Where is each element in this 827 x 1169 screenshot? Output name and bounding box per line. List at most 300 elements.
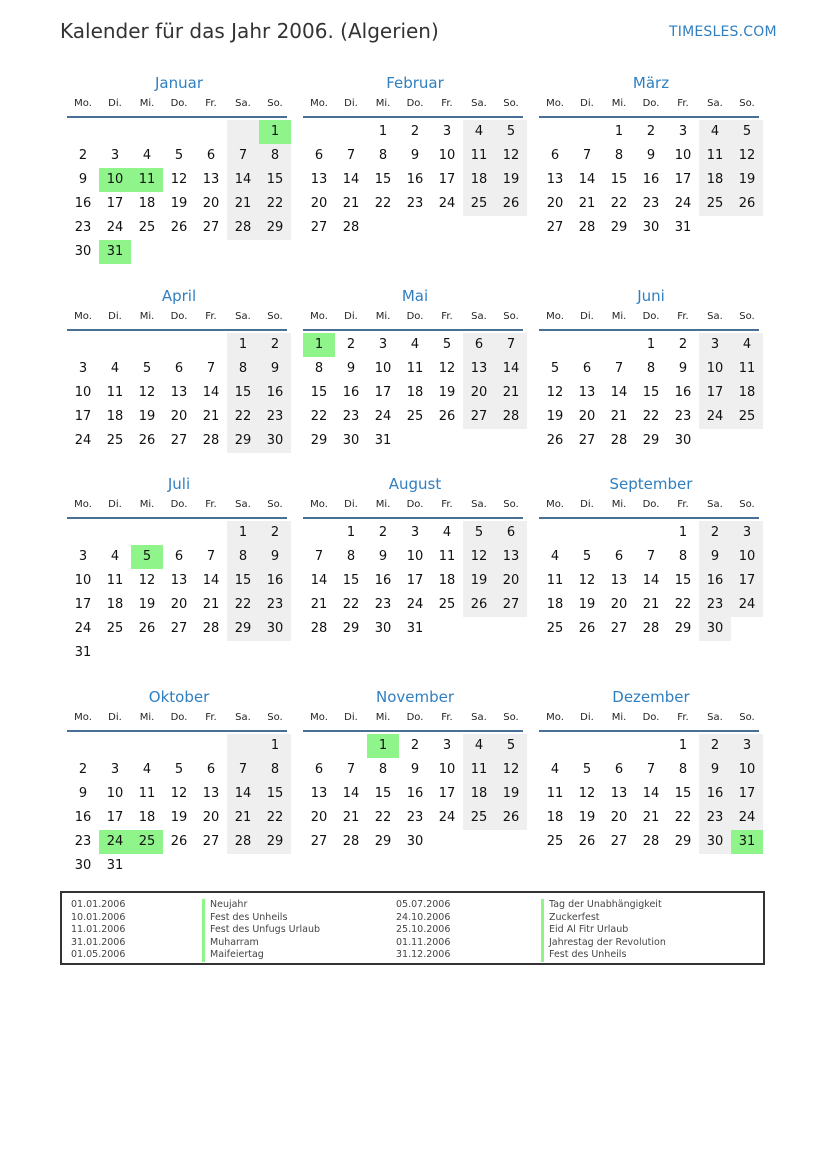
day-cell: 17 bbox=[699, 381, 731, 405]
month-divider bbox=[539, 116, 759, 118]
holiday-day-cell: 1 bbox=[367, 734, 399, 758]
day-cell: 29 bbox=[259, 216, 291, 240]
day-cell: 27 bbox=[546, 220, 564, 235]
day-cell: 30 bbox=[406, 834, 424, 849]
legend-holiday-name: Eid Al Fitr Urlaub bbox=[541, 924, 666, 937]
day-cell: 7 bbox=[206, 361, 216, 376]
weekday-label: Do. bbox=[642, 311, 660, 322]
day-cell: 7 bbox=[314, 549, 324, 564]
day-cell: 27 bbox=[495, 593, 527, 617]
weekday-label: Sa. bbox=[471, 98, 487, 109]
day-cell: 12 bbox=[170, 172, 188, 187]
month-august bbox=[303, 473, 527, 665]
day-cell: 1 bbox=[678, 525, 688, 540]
day-cell: 27 bbox=[310, 220, 328, 235]
day-cell: 18 bbox=[406, 385, 424, 400]
month-name: Mai bbox=[401, 287, 429, 305]
weekday-label: Fr. bbox=[677, 311, 689, 322]
day-cell: 14 bbox=[578, 172, 596, 187]
day-cell: 13 bbox=[610, 573, 628, 588]
day-cell: 21 bbox=[642, 810, 660, 825]
day-cell: 1 bbox=[346, 525, 356, 540]
day-cell: 9 bbox=[78, 786, 88, 801]
day-cell: 25 bbox=[406, 409, 424, 424]
day-cell: 3 bbox=[442, 738, 452, 753]
day-cell: 22 bbox=[374, 810, 392, 825]
weekday-label: Mi. bbox=[139, 98, 155, 109]
day-cell: 25 bbox=[106, 621, 124, 636]
day-cell: 19 bbox=[546, 409, 564, 424]
day-cell: 27 bbox=[578, 433, 596, 448]
month-april bbox=[67, 285, 291, 477]
day-cell: 20 bbox=[170, 409, 188, 424]
weekday-header bbox=[67, 95, 291, 113]
day-cell: 7 bbox=[646, 762, 656, 777]
month-divider bbox=[67, 517, 287, 519]
day-cell: 20 bbox=[495, 569, 527, 593]
day-cell: 11 bbox=[546, 573, 564, 588]
day-cell: 1 bbox=[614, 124, 624, 139]
day-cell: 21 bbox=[227, 806, 259, 830]
day-cell: 26 bbox=[138, 621, 156, 636]
weekday-label: Mi. bbox=[139, 311, 155, 322]
weekday-label: Do. bbox=[406, 499, 424, 510]
day-cell: 5 bbox=[582, 762, 592, 777]
month-februar bbox=[303, 72, 527, 264]
day-cell: 16 bbox=[406, 786, 424, 801]
day-cell: 13 bbox=[578, 385, 596, 400]
day-cell: 17 bbox=[74, 597, 92, 612]
legend-date: 24.10.2006 bbox=[396, 911, 451, 923]
day-cell: 9 bbox=[259, 357, 291, 381]
legend-date: 01.11.2006 bbox=[396, 936, 451, 948]
day-cell: 29 bbox=[642, 433, 660, 448]
day-cell: 12 bbox=[138, 573, 156, 588]
day-cell: 13 bbox=[170, 573, 188, 588]
day-cell: 29 bbox=[259, 830, 291, 854]
day-cell: 30 bbox=[259, 429, 291, 453]
weekday-label: Fr. bbox=[205, 712, 217, 723]
day-cell: 22 bbox=[259, 192, 291, 216]
day-cell: 10 bbox=[374, 361, 392, 376]
weekday-label: Sa. bbox=[235, 98, 251, 109]
day-cell: 28 bbox=[495, 405, 527, 429]
day-cell: 23 bbox=[374, 597, 392, 612]
day-cell: 3 bbox=[731, 521, 763, 545]
day-cell: 11 bbox=[463, 758, 495, 782]
weekday-label: Di. bbox=[344, 499, 358, 510]
day-cell: 26 bbox=[495, 806, 527, 830]
day-cell: 24 bbox=[74, 433, 92, 448]
month-name: September bbox=[609, 475, 693, 493]
day-cell: 25 bbox=[546, 834, 564, 849]
weekend-cell bbox=[227, 120, 259, 144]
day-cell: 11 bbox=[406, 361, 424, 376]
day-cell: 24 bbox=[374, 409, 392, 424]
day-cell: 14 bbox=[202, 573, 220, 588]
day-cell: 18 bbox=[106, 597, 124, 612]
weekday-label: Di. bbox=[344, 98, 358, 109]
month-september bbox=[539, 473, 763, 665]
weekday-header bbox=[303, 95, 527, 113]
day-cell: 3 bbox=[731, 734, 763, 758]
weekday-label: Mi. bbox=[611, 499, 627, 510]
day-cell: 14 bbox=[227, 168, 259, 192]
day-cell: 13 bbox=[202, 172, 220, 187]
day-cell: 8 bbox=[378, 762, 388, 777]
legend-holiday-name: Muharram bbox=[202, 937, 320, 950]
weekday-header bbox=[539, 95, 763, 113]
day-cell: 4 bbox=[699, 120, 731, 144]
weekday-label: Fr. bbox=[677, 499, 689, 510]
day-cell: 17 bbox=[438, 786, 456, 801]
legend-holiday-name: Fest des Unfugs Urlaub bbox=[202, 924, 320, 937]
day-cell: 20 bbox=[170, 597, 188, 612]
day-cell: 17 bbox=[731, 782, 763, 806]
weekday-label: Mo. bbox=[546, 311, 564, 322]
day-cell: 8 bbox=[259, 144, 291, 168]
day-cell: 23 bbox=[74, 220, 92, 235]
day-cell: 26 bbox=[138, 433, 156, 448]
day-cell: 22 bbox=[674, 597, 692, 612]
day-cell: 27 bbox=[310, 834, 328, 849]
day-cell: 13 bbox=[202, 786, 220, 801]
day-cell: 4 bbox=[110, 361, 120, 376]
day-cell: 19 bbox=[170, 196, 188, 211]
day-cell: 10 bbox=[106, 786, 124, 801]
holiday-day-cell: 31 bbox=[731, 830, 763, 854]
day-cell: 17 bbox=[674, 172, 692, 187]
day-cell: 18 bbox=[106, 409, 124, 424]
day-cell: 2 bbox=[410, 124, 420, 139]
weekday-label: Sa. bbox=[707, 98, 723, 109]
day-cell: 16 bbox=[699, 569, 731, 593]
day-cell: 3 bbox=[78, 549, 88, 564]
day-cell: 17 bbox=[106, 196, 124, 211]
month-name: August bbox=[388, 475, 442, 493]
day-cell: 26 bbox=[731, 192, 763, 216]
day-cell: 4 bbox=[550, 762, 560, 777]
day-cell: 6 bbox=[174, 549, 184, 564]
weekday-label: Mi. bbox=[611, 311, 627, 322]
day-cell: 12 bbox=[170, 786, 188, 801]
day-cell: 15 bbox=[610, 172, 628, 187]
day-cell: 4 bbox=[142, 762, 152, 777]
day-cell: 13 bbox=[610, 786, 628, 801]
legend-date: 11.01.2006 bbox=[71, 924, 126, 935]
day-cell: 14 bbox=[202, 385, 220, 400]
day-cell: 15 bbox=[642, 385, 660, 400]
day-cell: 17 bbox=[406, 573, 424, 588]
weekday-label: Mi. bbox=[139, 499, 155, 510]
day-cell: 29 bbox=[227, 429, 259, 453]
day-cell: 7 bbox=[346, 762, 356, 777]
day-cell: 8 bbox=[227, 545, 259, 569]
day-cell: 16 bbox=[342, 385, 360, 400]
weekday-label: Do. bbox=[170, 311, 188, 322]
month-name: März bbox=[632, 74, 670, 92]
holiday-day-cell: 25 bbox=[131, 830, 163, 854]
day-cell: 11 bbox=[463, 144, 495, 168]
day-cell: 11 bbox=[438, 549, 456, 564]
holiday-day-cell: 24 bbox=[99, 830, 131, 854]
day-cell: 21 bbox=[227, 192, 259, 216]
day-cell: 30 bbox=[374, 621, 392, 636]
day-cell: 31 bbox=[74, 645, 92, 660]
day-cell: 13 bbox=[495, 545, 527, 569]
day-cell: 31 bbox=[106, 858, 124, 873]
legend-date: 10.01.2006 bbox=[71, 911, 126, 923]
day-cell: 13 bbox=[170, 385, 188, 400]
weekday-label: So. bbox=[739, 499, 755, 510]
day-cell: 28 bbox=[202, 621, 220, 636]
day-cell: 25 bbox=[138, 220, 156, 235]
day-cell: 21 bbox=[342, 196, 360, 211]
day-cell: 5 bbox=[174, 148, 184, 163]
holiday-day-cell: 10 bbox=[99, 168, 131, 192]
weekday-label: Fr. bbox=[677, 712, 689, 723]
day-cell: 2 bbox=[699, 521, 731, 545]
day-cell: 20 bbox=[546, 196, 564, 211]
day-cell: 23 bbox=[406, 196, 424, 211]
day-cell: 30 bbox=[674, 433, 692, 448]
day-cell: 21 bbox=[342, 810, 360, 825]
day-cell: 1 bbox=[378, 124, 388, 139]
day-cell: 9 bbox=[699, 758, 731, 782]
month-mai bbox=[303, 285, 527, 477]
day-cell: 8 bbox=[646, 361, 656, 376]
day-cell: 7 bbox=[227, 144, 259, 168]
day-cell: 13 bbox=[310, 786, 328, 801]
day-cell: 11 bbox=[106, 385, 124, 400]
day-cell: 15 bbox=[227, 381, 259, 405]
day-cell: 14 bbox=[642, 786, 660, 801]
day-cell: 24 bbox=[674, 196, 692, 211]
day-cell: 21 bbox=[642, 597, 660, 612]
day-cell: 28 bbox=[310, 621, 328, 636]
day-cell: 25 bbox=[438, 597, 456, 612]
day-cell: 22 bbox=[642, 409, 660, 424]
day-cell: 27 bbox=[202, 220, 220, 235]
day-cell: 4 bbox=[463, 120, 495, 144]
day-cell: 16 bbox=[74, 196, 92, 211]
day-cell: 12 bbox=[138, 385, 156, 400]
day-cell: 17 bbox=[74, 409, 92, 424]
weekday-label: Mo. bbox=[310, 311, 328, 322]
day-cell: 3 bbox=[110, 148, 120, 163]
day-cell: 8 bbox=[678, 549, 688, 564]
day-cell: 3 bbox=[699, 333, 731, 357]
day-cell: 5 bbox=[495, 120, 527, 144]
weekday-label: Fr. bbox=[205, 499, 217, 510]
day-cell: 24 bbox=[731, 806, 763, 830]
day-cell: 12 bbox=[578, 786, 596, 801]
weekend-cell bbox=[227, 734, 259, 758]
day-cell: 15 bbox=[259, 782, 291, 806]
day-cell: 23 bbox=[674, 409, 692, 424]
day-cell: 10 bbox=[731, 545, 763, 569]
month-divider bbox=[539, 329, 759, 331]
day-cell: 12 bbox=[463, 545, 495, 569]
day-cell: 10 bbox=[674, 148, 692, 163]
day-cell: 26 bbox=[578, 621, 596, 636]
day-cell: 10 bbox=[438, 148, 456, 163]
day-cell: 11 bbox=[699, 144, 731, 168]
day-cell: 14 bbox=[227, 782, 259, 806]
day-cell: 26 bbox=[170, 834, 188, 849]
weekday-label: Mo. bbox=[74, 311, 92, 322]
day-cell: 24 bbox=[438, 810, 456, 825]
weekday-label: So. bbox=[503, 311, 519, 322]
day-cell: 30 bbox=[342, 433, 360, 448]
legend-date: 25.10.2006 bbox=[396, 924, 451, 935]
day-cell: 29 bbox=[227, 617, 259, 641]
day-cell: 14 bbox=[342, 786, 360, 801]
day-cell: 5 bbox=[142, 361, 152, 376]
day-cell: 17 bbox=[731, 569, 763, 593]
day-cell: 8 bbox=[227, 357, 259, 381]
day-cell: 21 bbox=[495, 381, 527, 405]
day-cell: 19 bbox=[138, 409, 156, 424]
day-cell: 18 bbox=[546, 597, 564, 612]
weekday-label: Fr. bbox=[205, 98, 217, 109]
weekday-label: Di. bbox=[580, 311, 594, 322]
brand-link[interactable]: TIMESLES.COM bbox=[669, 24, 777, 40]
day-cell: 21 bbox=[578, 196, 596, 211]
day-cell: 16 bbox=[642, 172, 660, 187]
day-cell: 7 bbox=[614, 361, 624, 376]
day-cell: 15 bbox=[342, 573, 360, 588]
day-cell: 6 bbox=[614, 549, 624, 564]
day-cell: 2 bbox=[259, 521, 291, 545]
weekday-label: Mo. bbox=[74, 98, 92, 109]
day-cell: 19 bbox=[578, 810, 596, 825]
weekday-label: Mi. bbox=[375, 98, 391, 109]
day-cell: 22 bbox=[227, 593, 259, 617]
holiday-legend bbox=[60, 891, 765, 965]
day-cell: 3 bbox=[78, 361, 88, 376]
day-cell: 26 bbox=[495, 192, 527, 216]
day-cell: 20 bbox=[578, 409, 596, 424]
weekday-header bbox=[67, 709, 291, 727]
day-cell: 1 bbox=[227, 521, 259, 545]
holiday-day-cell: 11 bbox=[131, 168, 163, 192]
day-cell: 26 bbox=[463, 593, 495, 617]
day-cell: 8 bbox=[346, 549, 356, 564]
weekday-label: Di. bbox=[344, 712, 358, 723]
day-cell: 15 bbox=[374, 172, 392, 187]
month-januar bbox=[67, 72, 291, 264]
month-name: Dezember bbox=[612, 688, 690, 706]
month-divider bbox=[539, 730, 759, 732]
day-cell: 30 bbox=[699, 617, 731, 641]
day-cell: 7 bbox=[206, 549, 216, 564]
day-cell: 2 bbox=[410, 738, 420, 753]
legend-date: 31.01.2006 bbox=[71, 936, 126, 948]
weekday-label: Mi. bbox=[375, 712, 391, 723]
day-cell: 21 bbox=[202, 409, 220, 424]
day-cell: 12 bbox=[438, 361, 456, 376]
day-cell: 26 bbox=[438, 409, 456, 424]
day-cell: 6 bbox=[206, 148, 216, 163]
day-cell: 13 bbox=[546, 172, 564, 187]
day-cell: 27 bbox=[610, 834, 628, 849]
weekday-header bbox=[303, 709, 527, 727]
day-cell: 11 bbox=[731, 357, 763, 381]
day-cell: 25 bbox=[463, 192, 495, 216]
day-cell: 31 bbox=[374, 433, 392, 448]
day-cell: 27 bbox=[610, 621, 628, 636]
day-cell: 28 bbox=[202, 433, 220, 448]
weekday-label: Fr. bbox=[441, 98, 453, 109]
day-cell: 9 bbox=[378, 549, 388, 564]
day-cell: 19 bbox=[170, 810, 188, 825]
day-cell: 24 bbox=[699, 405, 731, 429]
weekday-label: Mo. bbox=[310, 712, 328, 723]
weekday-label: Sa. bbox=[471, 499, 487, 510]
weekday-label: Mo. bbox=[74, 499, 92, 510]
day-cell: 4 bbox=[410, 337, 420, 352]
weekday-label: Sa. bbox=[235, 712, 251, 723]
day-cell: 22 bbox=[259, 806, 291, 830]
day-cell: 2 bbox=[78, 762, 88, 777]
weekday-label: Mo. bbox=[546, 499, 564, 510]
day-cell: 22 bbox=[310, 409, 328, 424]
day-cell: 18 bbox=[731, 381, 763, 405]
day-cell: 18 bbox=[463, 782, 495, 806]
day-cell: 18 bbox=[699, 168, 731, 192]
day-cell: 5 bbox=[442, 337, 452, 352]
day-cell: 1 bbox=[227, 333, 259, 357]
day-cell: 23 bbox=[259, 405, 291, 429]
month-divider bbox=[539, 517, 759, 519]
day-cell: 29 bbox=[342, 621, 360, 636]
day-cell: 5 bbox=[582, 549, 592, 564]
day-cell: 16 bbox=[374, 573, 392, 588]
weekday-label: Mi. bbox=[611, 98, 627, 109]
day-cell: 16 bbox=[699, 782, 731, 806]
month-juli bbox=[67, 473, 291, 665]
weekday-header bbox=[539, 496, 763, 514]
weekday-label: So. bbox=[503, 499, 519, 510]
day-cell: 13 bbox=[310, 172, 328, 187]
day-cell: 4 bbox=[731, 333, 763, 357]
day-cell: 31 bbox=[674, 220, 692, 235]
weekday-label: So. bbox=[267, 499, 283, 510]
legend-holiday-name: Zuckerfest bbox=[541, 912, 666, 925]
day-cell: 15 bbox=[310, 385, 328, 400]
month-märz bbox=[539, 72, 763, 264]
day-cell: 15 bbox=[259, 168, 291, 192]
day-cell: 29 bbox=[674, 621, 692, 636]
day-cell: 3 bbox=[442, 124, 452, 139]
month-november bbox=[303, 686, 527, 878]
day-cell: 6 bbox=[463, 333, 495, 357]
legend-holiday-name: Fest des Unheils bbox=[202, 912, 320, 925]
day-cell: 27 bbox=[170, 433, 188, 448]
day-cell: 3 bbox=[410, 525, 420, 540]
weekday-label: Do. bbox=[406, 311, 424, 322]
day-cell: 2 bbox=[346, 337, 356, 352]
day-cell: 9 bbox=[699, 545, 731, 569]
weekday-label: Mo. bbox=[546, 98, 564, 109]
day-cell: 1 bbox=[646, 337, 656, 352]
weekday-label: So. bbox=[739, 98, 755, 109]
weekday-label: Mi. bbox=[375, 499, 391, 510]
legend-date: 05.07.2006 bbox=[396, 899, 451, 910]
day-cell: 12 bbox=[546, 385, 564, 400]
weekday-label: Mo. bbox=[310, 98, 328, 109]
